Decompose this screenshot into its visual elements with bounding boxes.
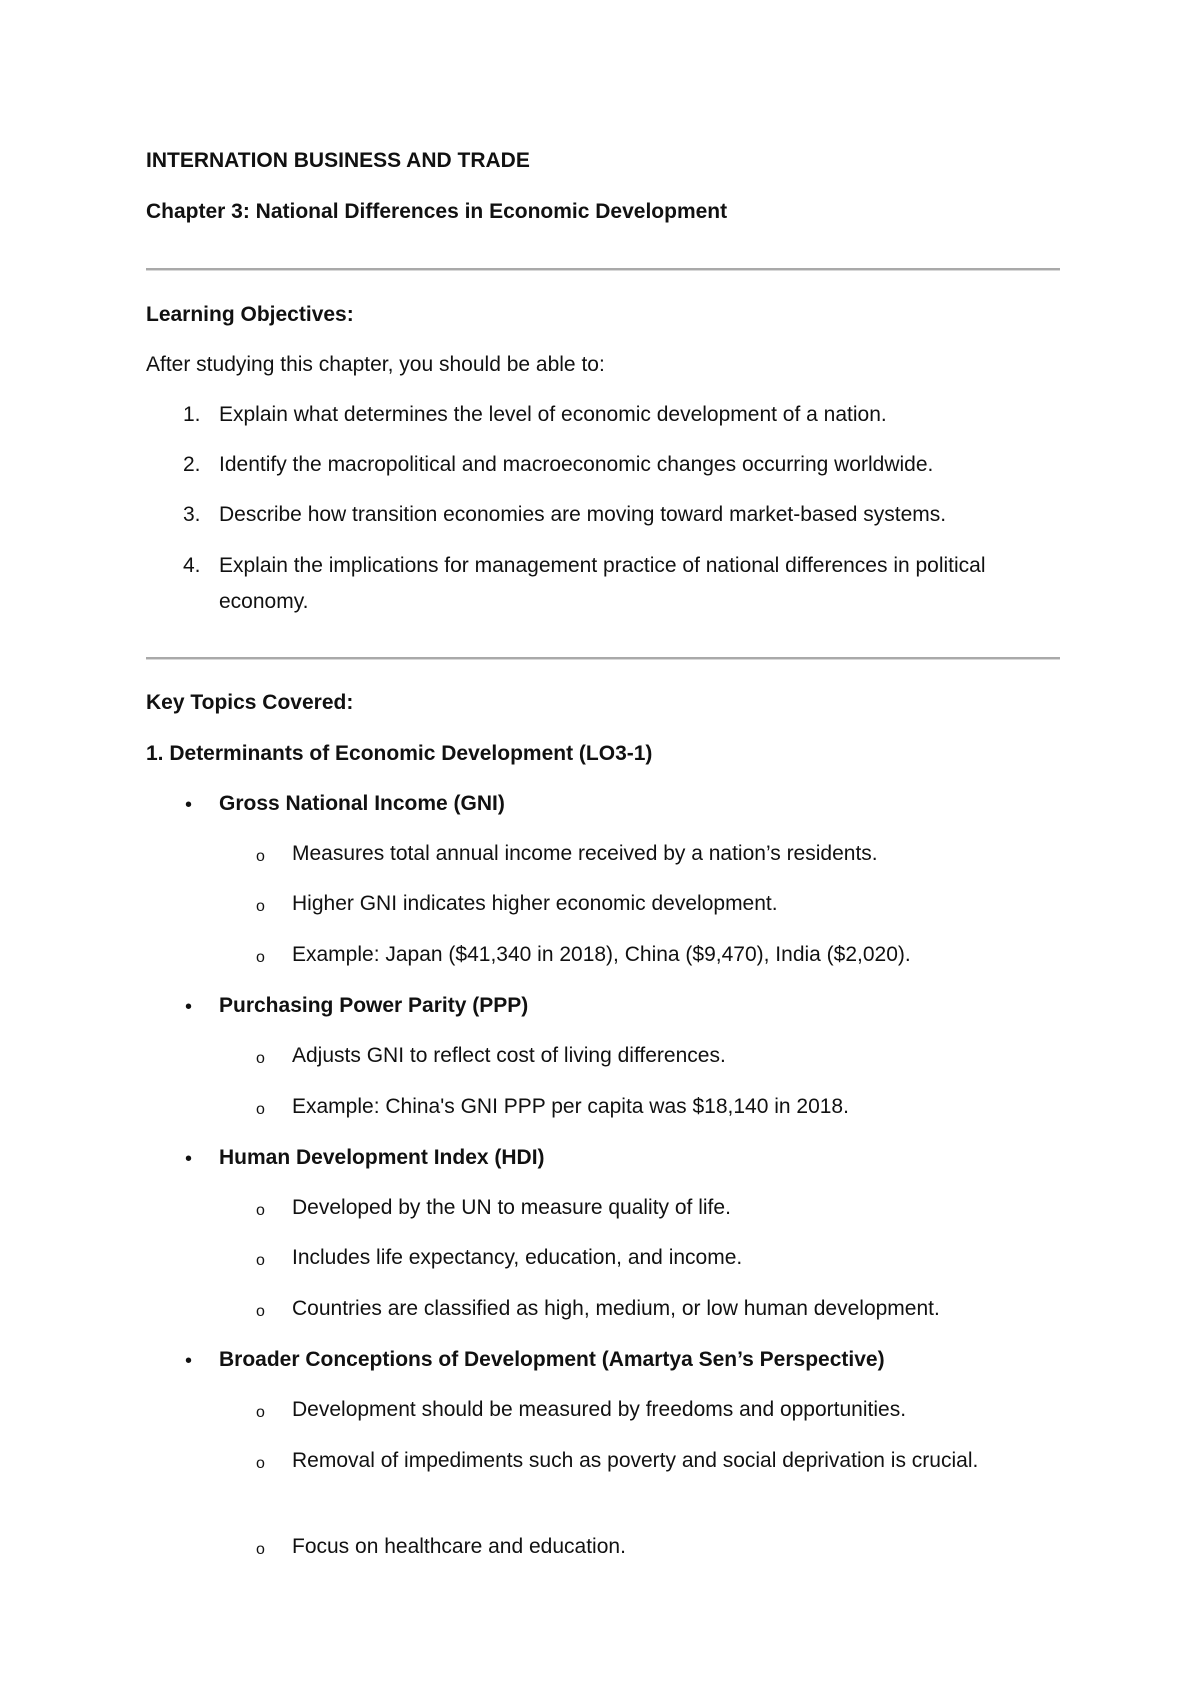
bullet-icon: • [185, 996, 193, 1018]
topic-point: Example: China's GNI PPP per capita was $18,140 in 2018. [292, 1095, 849, 1118]
objective-number: 2. [183, 453, 201, 476]
topic-point: Countries are classified as high, medium, or low human development. [292, 1297, 940, 1320]
topic-point: Development should be measured by freedoms and opportunities. [292, 1398, 907, 1421]
objective-text: Explain the implications for management practice of national differences in political economy. [219, 554, 986, 613]
sub-bullet-icon: o [256, 848, 265, 865]
key-topics-heading: Key Topics Covered: [146, 691, 354, 714]
objective-number: 3. [183, 503, 201, 526]
objective-text: Explain what determines the level of economic development of a nation. [219, 403, 887, 426]
objective-number: 1. [183, 403, 201, 426]
bullet-icon: • [185, 1148, 193, 1170]
sub-bullet-icon: o [256, 1202, 265, 1219]
sub-bullet-icon: o [256, 1303, 265, 1320]
topic-point: Includes life expectancy, education, and income. [292, 1246, 743, 1269]
topic-label: Human Development Index (HDI) [219, 1146, 545, 1169]
learning-objectives-intro: After studying this chapter, you should be able to: [146, 353, 605, 376]
objective-text: Describe how transition economies are moving toward market-based systems. [219, 503, 947, 526]
learning-objectives-heading: Learning Objectives: [146, 303, 354, 326]
topic-point: Removal of impediments such as poverty and social deprivation is crucial. [292, 1449, 979, 1472]
objective-text: Identify the macropolitical and macroeconomic changes occurring worldwide. [219, 453, 934, 476]
topic-label: Purchasing Power Parity (PPP) [219, 994, 529, 1017]
sub-bullet-icon: o [256, 1050, 265, 1067]
bullet-icon: • [185, 794, 193, 816]
sub-bullet-icon: o [256, 1252, 265, 1269]
topic-point: Adjusts GNI to reflect cost of living differences. [292, 1044, 726, 1067]
bullet-icon: • [185, 1350, 193, 1372]
topic-point: Developed by the UN to measure quality of life. [292, 1196, 731, 1219]
document-title: INTERNATION BUSINESS AND TRADE [146, 149, 530, 172]
sub-bullet-icon: o [256, 1455, 265, 1472]
sub-bullet-icon: o [256, 898, 265, 915]
divider [146, 268, 1060, 271]
topic-point: Measures total annual income received by a nation’s residents. [292, 842, 878, 865]
sub-bullet-icon: o [256, 949, 265, 966]
section-title: 1. Determinants of Economic Development (LO3-1) [146, 742, 653, 765]
chapter-title: Chapter 3: National Differences in Economic Development [146, 200, 728, 223]
topic-label: Broader Conceptions of Development (Amartya Sen’s Perspective) [219, 1348, 885, 1371]
topic-point: Example: Japan ($41,340 in 2018), China ($9,470), India ($2,020). [292, 943, 911, 966]
sub-bullet-icon: o [256, 1101, 265, 1118]
sub-bullet-icon: o [256, 1541, 265, 1558]
sub-bullet-icon: o [256, 1404, 265, 1421]
divider [146, 657, 1060, 660]
objective-number: 4. [183, 554, 201, 577]
topic-point: Focus on healthcare and education. [292, 1535, 626, 1558]
topic-point: Higher GNI indicates higher economic development. [292, 892, 778, 915]
topic-label: Gross National Income (GNI) [219, 792, 505, 815]
